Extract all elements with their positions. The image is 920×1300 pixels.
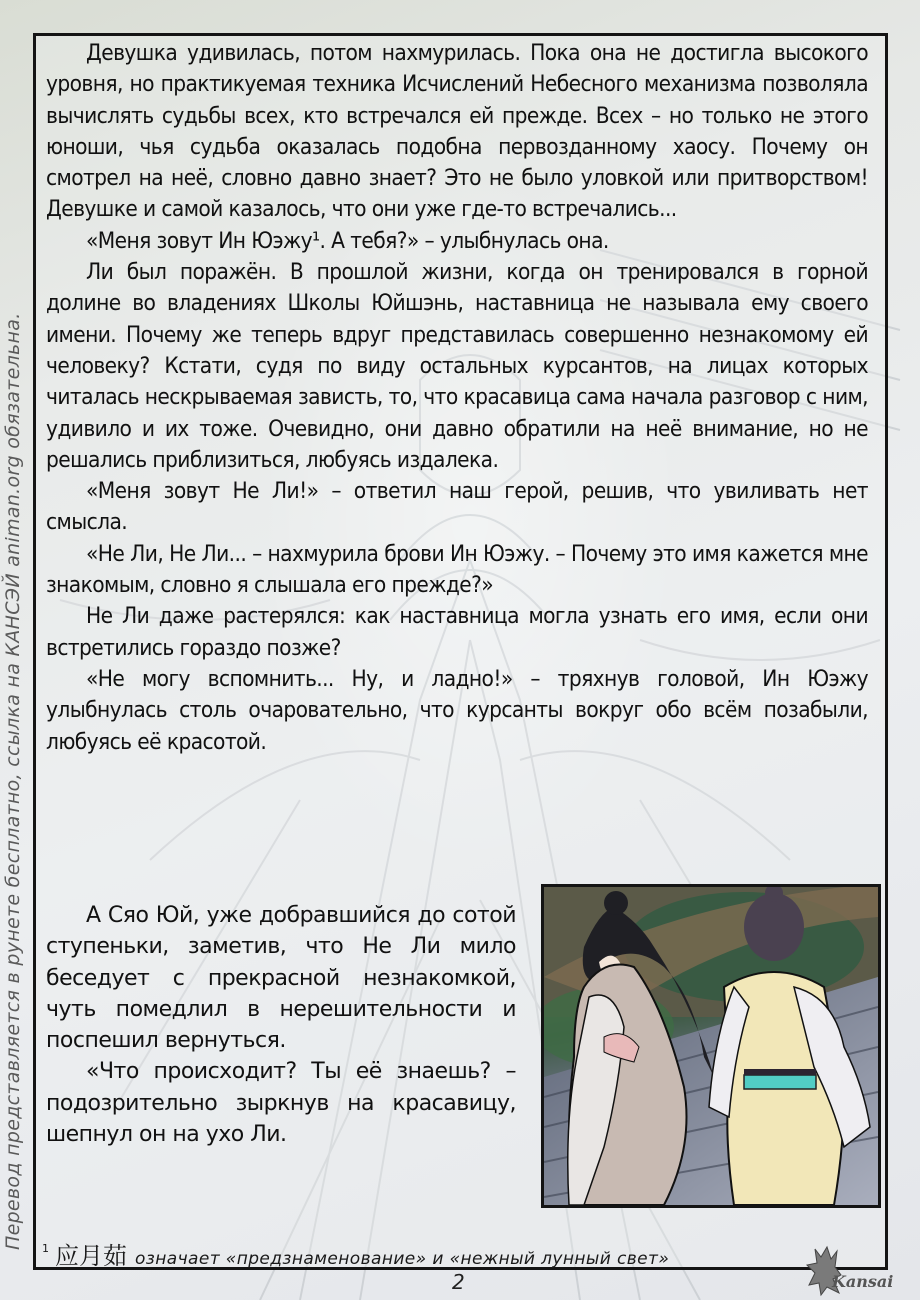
manga-panel-illustration	[544, 887, 878, 1205]
page-number: 2	[452, 1270, 465, 1294]
paragraph: «Что происходит? Ты её знаешь? – подозрительно зыркнув на красавицу, шепнул он на ухо Ли.	[46, 1059, 516, 1148]
paragraph: Ли был поражён. В прошлой жизни, когда он тренировался в горной долине во владениях Школы Юйшэнь, наставница не называла ему своего имени. Почему же теперь вдруг представилась совершенно незнакомому ей человеку? Кстати, судя по виду остальных курсантов, на лицах которых читалась нескрываемая зависть, то, что красавица сама начала разговор с ним, удивило и их тоже. Очевидно, они давно обратили на неё внимание, но не решались приблизиться, любуясь издалека.	[46, 259, 868, 473]
footnote-text: означает «предзнаменование» и «нежный лунный свет»	[135, 1249, 670, 1269]
paragraph: «Не могу вспомнить... Ну, и ладно!» – тряхнув головой, Ин Юэжу улыбнулась столь очаровательно, что курсанты вокруг обо всём позабыли, любуясь её красотой.	[46, 665, 868, 755]
footnote-number: 1	[42, 1242, 49, 1255]
paragraph: Девушка удивилась, потом нахмурилась. Пока она не достигла высокого уровня, но практикуемая техника Исчислений Небесного механизма позволяла вычислять судьбы всех, кто встречался ей прежде. Всех – но только не этого юноши, чья судьба оказалась подобна первозданному хаосу. Почему он смотрел на неё, словно давно знает? Это не было уловкой или притворством! Девушке и самой казалось, что они уже где-то встречались...	[46, 40, 868, 223]
manga-panel-image	[541, 884, 881, 1208]
paragraph: А Сяо Юй, уже добравшийся до сотой ступеньки, заметив, что Не Ли мило беседует с прекрасной незнакомкой, чуть помедлил в нерешительности и поспешил вернуться.	[46, 903, 516, 1054]
footnote-cjk-name: 应月茹	[55, 1242, 127, 1270]
paragraph: «Не Ли, Не Ли... – нахмурила брови Ин Юэжу. – Почему это имя кажется мне знакомым, словно я слышала его прежде?»	[46, 540, 868, 599]
paragraph: «Меня зовут Не Ли!» – ответил наш герой, решив, что увиливать нет смысла.	[46, 478, 868, 536]
copyright-side-note: Перевод представляется в рунете бесплатно, ссылка на КАНСЭЙ animan.org обязательна.	[2, 312, 24, 1250]
narrow-text	[46, 900, 516, 1150]
paragraph: Не Ли даже растерялся: как наставница могла узнать его имя, если они встретились гораздо позже?	[46, 603, 868, 661]
main-text	[46, 38, 868, 758]
paragraph: «Меня зовут Ин Юэжу¹. А тебя?» – улыбнулась она.	[86, 227, 609, 254]
footnote	[42, 1236, 669, 1271]
logo-text: Kansai	[832, 1272, 894, 1291]
